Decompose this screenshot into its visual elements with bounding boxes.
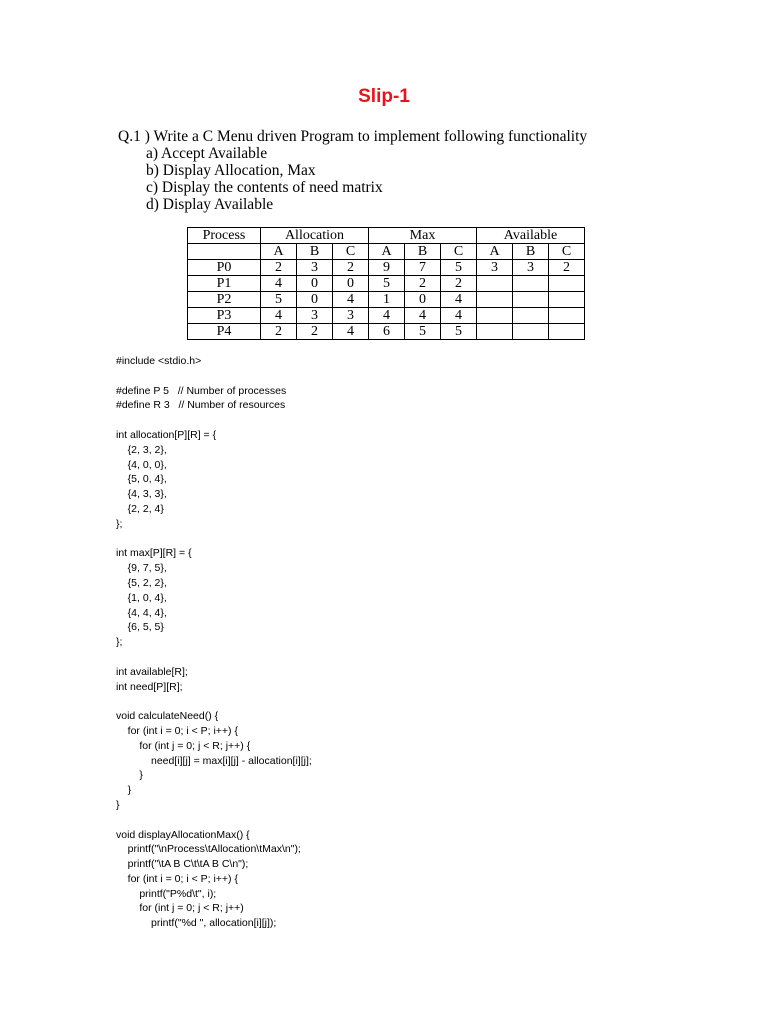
max-cell: 2	[405, 276, 441, 292]
code-line: void displayAllocationMax() {	[116, 828, 250, 841]
code-line	[116, 650, 312, 665]
allocation-cell: 4	[261, 308, 297, 324]
available-cell	[549, 308, 585, 324]
max-cell: 5	[405, 324, 441, 340]
available-cell	[549, 292, 585, 308]
code-line: {4, 0, 0},	[116, 458, 167, 471]
allocation-cell: 2	[333, 260, 369, 276]
allocation-cell: 3	[297, 260, 333, 276]
available-cell	[477, 308, 513, 324]
available-cell: 2	[549, 260, 585, 276]
max-cell: 2	[441, 276, 477, 292]
max-cell: 4	[441, 308, 477, 324]
code-line: void calculateNeed() {	[116, 710, 219, 723]
code-line: printf("%d ", allocation[i][j]);	[116, 917, 277, 930]
allocation-cell: 4	[333, 292, 369, 308]
question-heading: Q.1 ) Write a C Menu driven Program to implement following functionality	[118, 128, 588, 145]
code-line	[116, 369, 312, 384]
code-line: {2, 2, 4}	[116, 502, 164, 515]
available-cell	[513, 324, 549, 340]
available-cell: 3	[477, 260, 513, 276]
process-cell: P4	[188, 324, 261, 340]
allocation-cell: 0	[297, 292, 333, 308]
subheader-empty-cell	[188, 244, 261, 260]
code-line: {4, 3, 3},	[116, 488, 167, 501]
allocation-cell: 2	[261, 260, 297, 276]
subheader-cell: A	[369, 244, 405, 260]
available-cell	[549, 324, 585, 340]
process-cell: P3	[188, 308, 261, 324]
available-cell: 3	[513, 260, 549, 276]
table-row	[188, 292, 585, 308]
header-max: Max	[369, 228, 477, 244]
subheader-cell: B	[513, 244, 549, 260]
allocation-cell: 4	[333, 324, 369, 340]
table-row	[188, 276, 585, 292]
code-line: need[i][j] = max[i][j] - allocation[i][j];	[116, 754, 312, 767]
code-line: #define P 5 // Number of processes	[116, 384, 287, 397]
available-cell	[477, 324, 513, 340]
subheader-cell: C	[549, 244, 585, 260]
allocation-cell: 3	[333, 308, 369, 324]
code-line: #define R 3 // Number of resources	[116, 399, 286, 412]
allocation-cell: 5	[261, 292, 297, 308]
code-line	[116, 413, 312, 428]
available-cell	[513, 292, 549, 308]
code-line: for (int i = 0; i < P; i++) {	[116, 872, 238, 885]
resource-matrix-table	[187, 227, 585, 340]
process-cell: P1	[188, 276, 261, 292]
code-line	[116, 694, 312, 709]
table-subheader-row	[188, 244, 585, 260]
code-line: {1, 0, 4},	[116, 591, 167, 604]
max-cell: 4	[405, 308, 441, 324]
subheader-cell: C	[441, 244, 477, 260]
slip-title: Slip-1	[358, 86, 410, 107]
code-line	[116, 532, 312, 547]
code-line: {9, 7, 5},	[116, 562, 167, 575]
max-cell: 4	[441, 292, 477, 308]
max-cell: 5	[441, 260, 477, 276]
allocation-cell: 3	[297, 308, 333, 324]
max-cell: 9	[369, 260, 405, 276]
subheader-cell: A	[261, 244, 297, 260]
available-cell	[513, 276, 549, 292]
code-line: #include <stdio.h>	[116, 355, 202, 367]
code-line: int need[P][R];	[116, 680, 183, 693]
table-row	[188, 260, 585, 276]
max-cell: 7	[405, 260, 441, 276]
code-line: };	[116, 517, 123, 530]
available-cell	[549, 276, 585, 292]
code-line: printf("P%d\t", i);	[116, 887, 217, 900]
max-cell: 4	[369, 308, 405, 324]
max-cell: 6	[369, 324, 405, 340]
code-line: for (int i = 0; i < P; i++) {	[116, 724, 238, 737]
code-line: }	[116, 784, 132, 797]
subheader-cell: A	[477, 244, 513, 260]
code-line: for (int j = 0; j < R; j++) {	[116, 739, 251, 752]
available-cell	[477, 276, 513, 292]
code-line: {5, 2, 2},	[116, 576, 167, 589]
code-line: {4, 4, 4},	[116, 606, 167, 619]
allocation-cell: 4	[261, 276, 297, 292]
header-process: Process	[188, 228, 261, 244]
allocation-cell: 0	[333, 276, 369, 292]
table-header-row	[188, 228, 585, 244]
process-cell: P2	[188, 292, 261, 308]
code-line: {2, 3, 2},	[116, 443, 167, 456]
allocation-cell: 0	[297, 276, 333, 292]
question-block	[118, 128, 587, 213]
available-cell	[513, 308, 549, 324]
table-row	[188, 308, 585, 324]
code-line	[116, 813, 312, 828]
code-line: }	[116, 769, 143, 782]
table-row	[188, 324, 585, 340]
max-cell: 1	[369, 292, 405, 308]
code-line: for (int j = 0; j < R; j++)	[116, 902, 244, 915]
subheader-cell: C	[333, 244, 369, 260]
code-line: int max[P][R] = {	[116, 547, 192, 560]
max-cell: 0	[405, 292, 441, 308]
subheader-cell: B	[405, 244, 441, 260]
max-cell: 5	[441, 324, 477, 340]
available-cell	[477, 292, 513, 308]
question-item-d: d) Display Available	[146, 196, 274, 213]
code-line: };	[116, 636, 123, 649]
header-allocation: Allocation	[261, 228, 369, 244]
code-line: int allocation[P][R] = {	[116, 428, 217, 441]
code-listing	[116, 354, 312, 931]
code-line: {5, 0, 4},	[116, 473, 167, 486]
code-line: int available[R];	[116, 665, 188, 678]
question-item-c: c) Display the contents of need matrix	[146, 179, 383, 196]
code-line: {6, 5, 5}	[116, 621, 164, 634]
process-cell: P0	[188, 260, 261, 276]
question-item-b: b) Display Allocation, Max	[146, 162, 316, 179]
code-line: }	[116, 798, 120, 811]
header-available: Available	[477, 228, 585, 244]
code-line: printf("\tA B C\t\tA B C\n");	[116, 858, 249, 871]
max-cell: 5	[369, 276, 405, 292]
subheader-cell: B	[297, 244, 333, 260]
question-item-a: a) Accept Available	[146, 145, 268, 162]
allocation-cell: 2	[261, 324, 297, 340]
code-line: printf("\nProcess\tAllocation\tMax\n");	[116, 843, 301, 856]
allocation-cell: 2	[297, 324, 333, 340]
